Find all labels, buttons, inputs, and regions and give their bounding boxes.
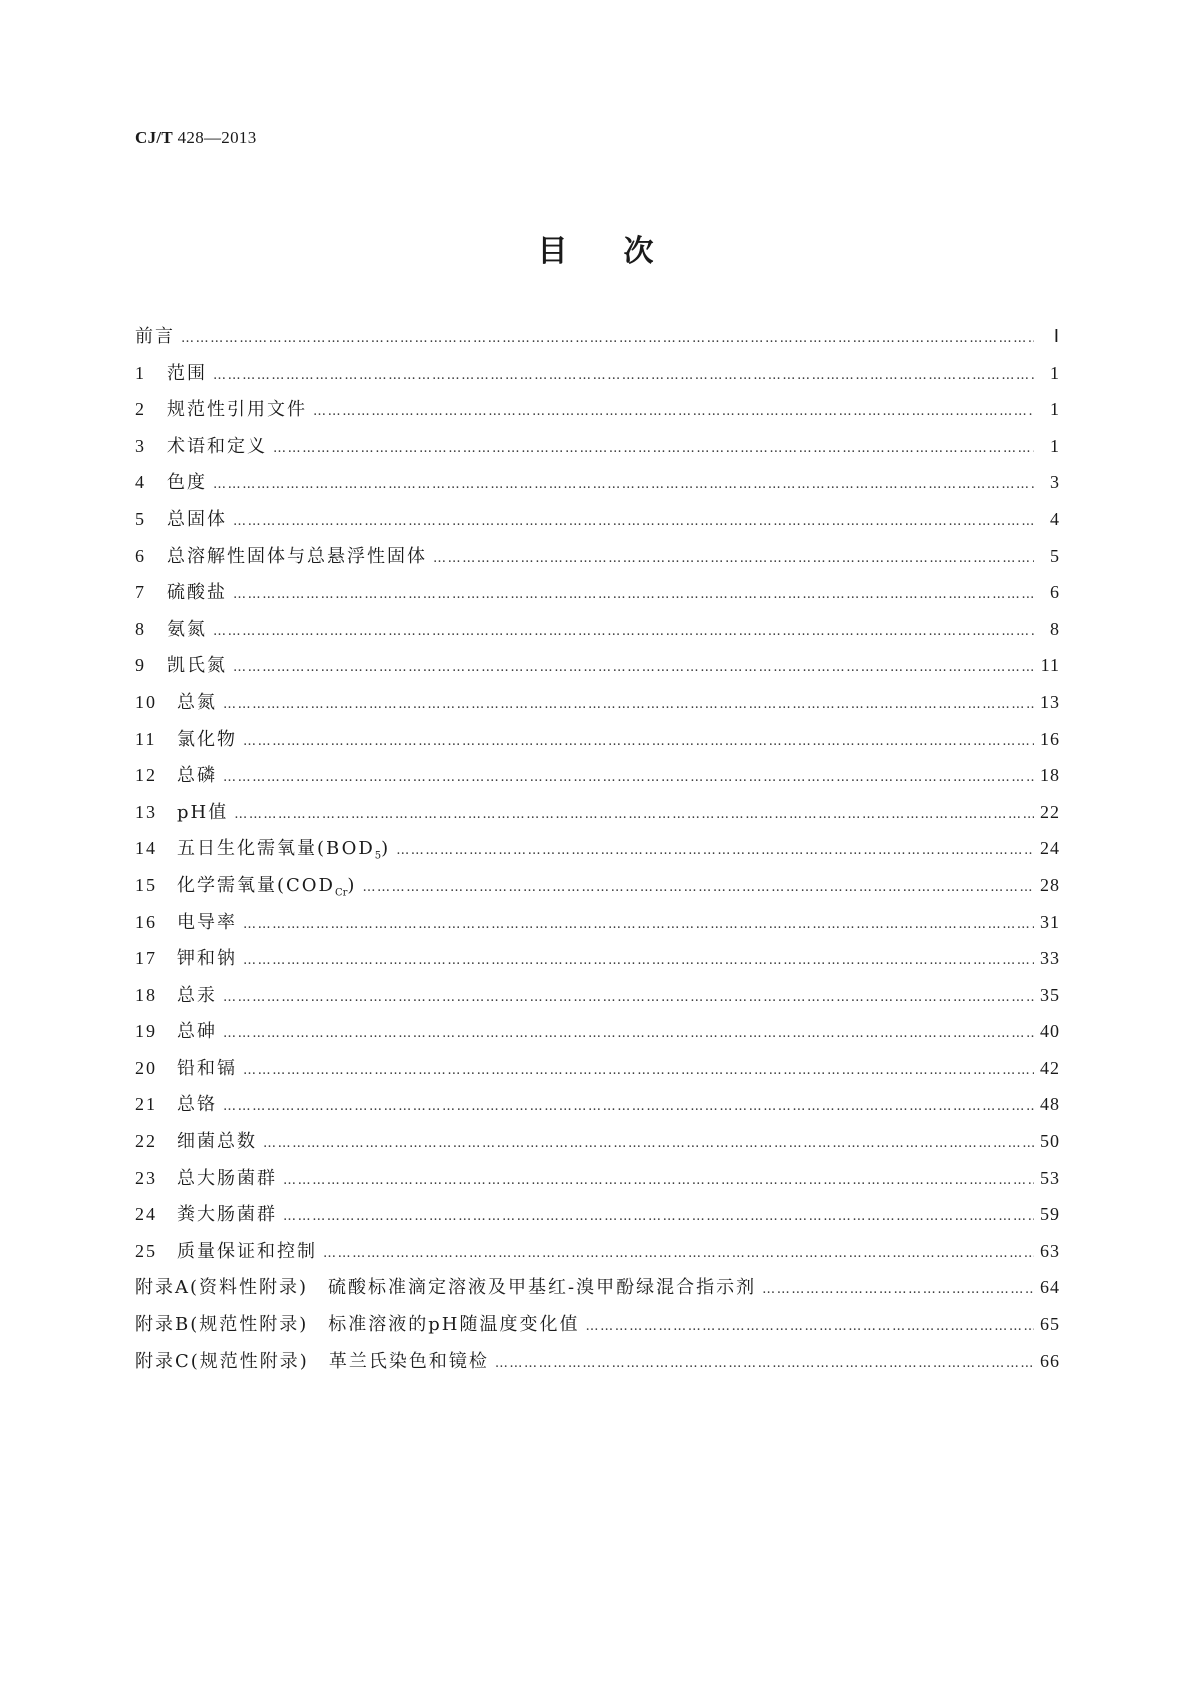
toc-entry-label-text: 总砷 [177,1021,217,1043]
dot-leader [213,617,1034,647]
toc-entry-page: 50 [1040,1131,1060,1152]
dot-leader [362,873,1034,903]
standard-code [135,128,257,148]
toc-entry-chapter-5[interactable] [135,504,1060,541]
page-title: 目次 [537,234,710,269]
toc-entry-label [177,688,217,718]
toc-entry-label-tail: ) [347,874,357,896]
toc-entry-number: 14 [135,838,157,859]
toc-entry-chapter-7[interactable] [135,577,1060,614]
toc-entry-appendix-a[interactable] [135,1272,1060,1309]
toc-entry-label-text: 总固体 [167,508,227,530]
toc-entry-page: 11 [1040,655,1060,676]
toc-entry-page: 1 [1050,362,1060,383]
toc-entry-page: 35 [1040,984,1060,1005]
toc-entry-number: 7 [135,582,146,603]
toc-entry-label [167,432,267,462]
dot-leader [234,800,1034,830]
toc-entry-page: 48 [1040,1094,1060,1115]
toc-entry-preface[interactable] [135,321,1060,358]
toc-entry-label [177,871,356,909]
toc-entry-number: 13 [135,801,157,822]
toc-entry-page: 40 [1040,1021,1060,1042]
toc-entry-chapter-6[interactable] [135,541,1060,578]
dot-leader [233,507,1034,537]
dot-leader [586,1312,1035,1342]
dot-leader [233,580,1034,610]
toc-entry-label: 附录B(规范性附录) 标准溶液的pH随温度变化值 [135,1314,580,1336]
toc-entry-chapter-16[interactable] [135,907,1060,944]
toc-entry-page: 18 [1040,765,1060,786]
toc-entry-chapter-15[interactable] [135,870,1060,907]
toc-entry-label-text: 粪大肠菌群 [177,1204,277,1226]
toc-entry-label-text: 范围 [167,362,207,384]
dot-leader [283,1202,1034,1232]
toc-entry-chapter-19[interactable] [135,1016,1060,1053]
toc-entry-label [167,651,227,681]
standard-code-number: 428—2013 [173,128,257,147]
dot-leader [396,836,1034,866]
toc-entry-page: 1 [1050,435,1060,456]
toc-entry-label-text: 规范性引用文件 [167,399,307,421]
toc-entry-chapter-14[interactable] [135,833,1060,870]
toc-entry-number: 4 [135,472,146,493]
toc-entry-number: 8 [135,618,146,639]
toc-entry-number: 6 [135,545,146,566]
dot-leader [283,1166,1034,1196]
toc-entry-number: 21 [135,1094,157,1115]
toc-entry-label-text: 总汞 [177,984,217,1006]
toc-entry-chapter-24[interactable] [135,1199,1060,1236]
toc-entry-page: 24 [1040,838,1060,859]
dot-leader [223,763,1034,793]
dot-leader [181,324,1034,354]
toc-entry-number: 23 [135,1167,157,1188]
toc-entry-page: 6 [1050,582,1060,603]
standard-code-prefix: CJ/T [135,128,174,147]
toc-entry-label [167,359,207,389]
toc-entry-label [177,725,237,755]
toc-entry-page: 8 [1050,618,1060,639]
toc-entry-label [177,1164,277,1194]
toc-entry-label [177,944,237,974]
toc-entry-label [177,908,237,938]
toc-entry-chapter-10[interactable] [135,687,1060,724]
toc-entry-number: 12 [135,765,157,786]
dot-leader [433,544,1034,574]
toc-entry-page: 63 [1040,1240,1060,1261]
toc-entry-label-text: 总铬 [177,1094,217,1116]
dot-leader [263,1129,1034,1159]
toc-entry-label-text: 钾和钠 [177,948,237,970]
toc-entry-appendix-c[interactable] [135,1346,1060,1383]
dot-leader [243,946,1034,976]
toc-entry-chapter-18[interactable] [135,980,1060,1017]
toc-entry-number: 16 [135,911,157,932]
toc-entry-subscript: Cr [334,887,348,899]
dot-leader [243,727,1034,757]
dot-leader [213,361,1034,391]
dot-leader [233,653,1034,683]
dot-leader [243,910,1034,940]
toc-entry-label [167,505,227,535]
toc-entry-chapter-3[interactable] [135,431,1060,468]
toc-entry-label [177,1054,237,1084]
toc-entry-label [177,1200,277,1230]
toc-entry-page: Ⅰ [1053,326,1060,346]
toc-entry-page: 22 [1040,801,1060,822]
toc-entry-label [167,615,207,645]
toc-entry-label [167,395,307,425]
toc-entry-page: 28 [1040,874,1060,895]
dot-leader [213,470,1034,500]
toc-entry-label: 附录A(资料性附录) 硫酸标准滴定溶液及甲基红-溴甲酚绿混合指示剂 [135,1277,757,1299]
toc-entry-chapter-17[interactable] [135,943,1060,980]
toc-entry-label-text: 硫酸盐 [167,582,227,604]
dot-leader [223,690,1034,720]
toc-entry-chapter-22[interactable] [135,1126,1060,1163]
toc-entry-page: 31 [1040,911,1060,932]
toc-entry-label-text: 色度 [167,472,207,494]
toc-entry-chapter-1[interactable] [135,358,1060,395]
toc-entry-number: 5 [135,508,146,529]
toc-entry-page: 1 [1050,399,1060,420]
toc-entry-label-text: 总溶解性固体与总悬浮性固体 [167,545,427,567]
toc-entry-page: 16 [1040,728,1060,749]
toc-entry-label-text: 总氮 [177,691,217,713]
toc-entry-label [177,798,228,828]
dot-leader [323,1239,1034,1269]
toc-entry-number: 24 [135,1204,157,1225]
toc-entry-label: 前言 [135,326,175,347]
toc-entry-label-text: 铅和镉 [177,1057,237,1079]
dot-leader [223,983,1034,1013]
dot-leader [313,397,1034,427]
toc-entry-page: 33 [1040,948,1060,969]
toc-entry-subscript: 5 [374,850,382,862]
toc-entry-number: 22 [135,1131,157,1152]
toc-entry-label-text: 细菌总数 [177,1131,257,1153]
toc-entry-page: 13 [1040,691,1060,712]
toc-entry-number: 2 [135,399,146,420]
toc-entry-label [177,761,217,791]
toc-entry-label-text: 氯化物 [177,728,237,750]
toc-entry-label-text: 电导率 [177,911,237,933]
toc-entry-number: 10 [135,691,157,712]
toc-entry-page: 42 [1040,1057,1060,1078]
toc-entry-label-text: 总大肠菌群 [177,1167,277,1189]
toc-entry-number: 18 [135,984,157,1005]
toc-entry-label-text: 凯氏氮 [167,655,227,677]
toc-entry-chapter-25[interactable] [135,1236,1060,1273]
toc-entry-label-text: pH值 [177,801,229,823]
table-of-contents [135,321,1060,1382]
toc-entry-page: 53 [1040,1167,1060,1188]
toc-entry-label [177,1237,317,1267]
toc-entry-appendix-b[interactable] [135,1309,1060,1346]
toc-entry-page: 3 [1050,472,1060,493]
toc-entry-number: 9 [135,655,146,676]
toc-entry-page: 64 [1040,1277,1060,1298]
toc-entry-label [177,1127,257,1157]
dot-leader [762,1275,1034,1305]
dot-leader [243,1056,1034,1086]
toc-entry-chapter-12[interactable] [135,760,1060,797]
toc-entry-chapter-21[interactable] [135,1089,1060,1126]
toc-entry-page: 65 [1040,1314,1060,1335]
toc-entry-number: 19 [135,1021,157,1042]
toc-entry-number: 15 [135,874,157,895]
toc-entry-label [177,1090,217,1120]
toc-entry-number: 11 [135,728,157,749]
toc-entry-label: 附录C(规范性附录) 革兰氏染色和镜检 [135,1350,489,1372]
toc-entry-label-text: 化学需氧量(COD [177,874,335,896]
toc-entry-page: 59 [1040,1204,1060,1225]
toc-entry-chapter-13[interactable] [135,797,1060,834]
toc-entry-label-text: 质量保证和控制 [177,1240,317,1262]
toc-entry-page: 4 [1050,508,1060,529]
toc-entry-label-text: 总磷 [177,765,217,787]
dot-leader [273,434,1034,464]
toc-entry-label [167,542,427,572]
toc-entry-chapter-2[interactable] [135,394,1060,431]
toc-entry-chapter-9[interactable] [135,650,1060,687]
toc-entry-label-text: 五日生化需氧量(BOD [177,838,375,860]
toc-entry-label [167,468,207,498]
toc-entry-label [177,1017,217,1047]
toc-entry-chapter-8[interactable] [135,614,1060,651]
dot-leader [495,1349,1034,1379]
dot-leader [223,1092,1034,1122]
toc-entry-chapter-20[interactable] [135,1053,1060,1090]
toc-entry-page: 66 [1040,1350,1060,1371]
dot-leader [223,1019,1034,1049]
toc-entry-label-text: 术语和定义 [167,435,267,457]
toc-entry-chapter-4[interactable] [135,467,1060,504]
toc-entry-chapter-23[interactable] [135,1163,1060,1200]
toc-entry-label [167,578,227,608]
toc-entry-number: 1 [135,362,146,383]
toc-entry-label [177,834,390,872]
toc-entry-label-text: 氨氮 [167,618,207,640]
toc-entry-chapter-11[interactable] [135,724,1060,761]
toc-entry-number: 17 [135,948,157,969]
toc-entry-page: 5 [1050,545,1060,566]
toc-entry-number: 20 [135,1057,157,1078]
toc-entry-label-tail: ) [381,838,391,860]
toc-entry-number: 25 [135,1240,157,1261]
toc-entry-label [177,981,217,1011]
toc-entry-number: 3 [135,435,146,456]
